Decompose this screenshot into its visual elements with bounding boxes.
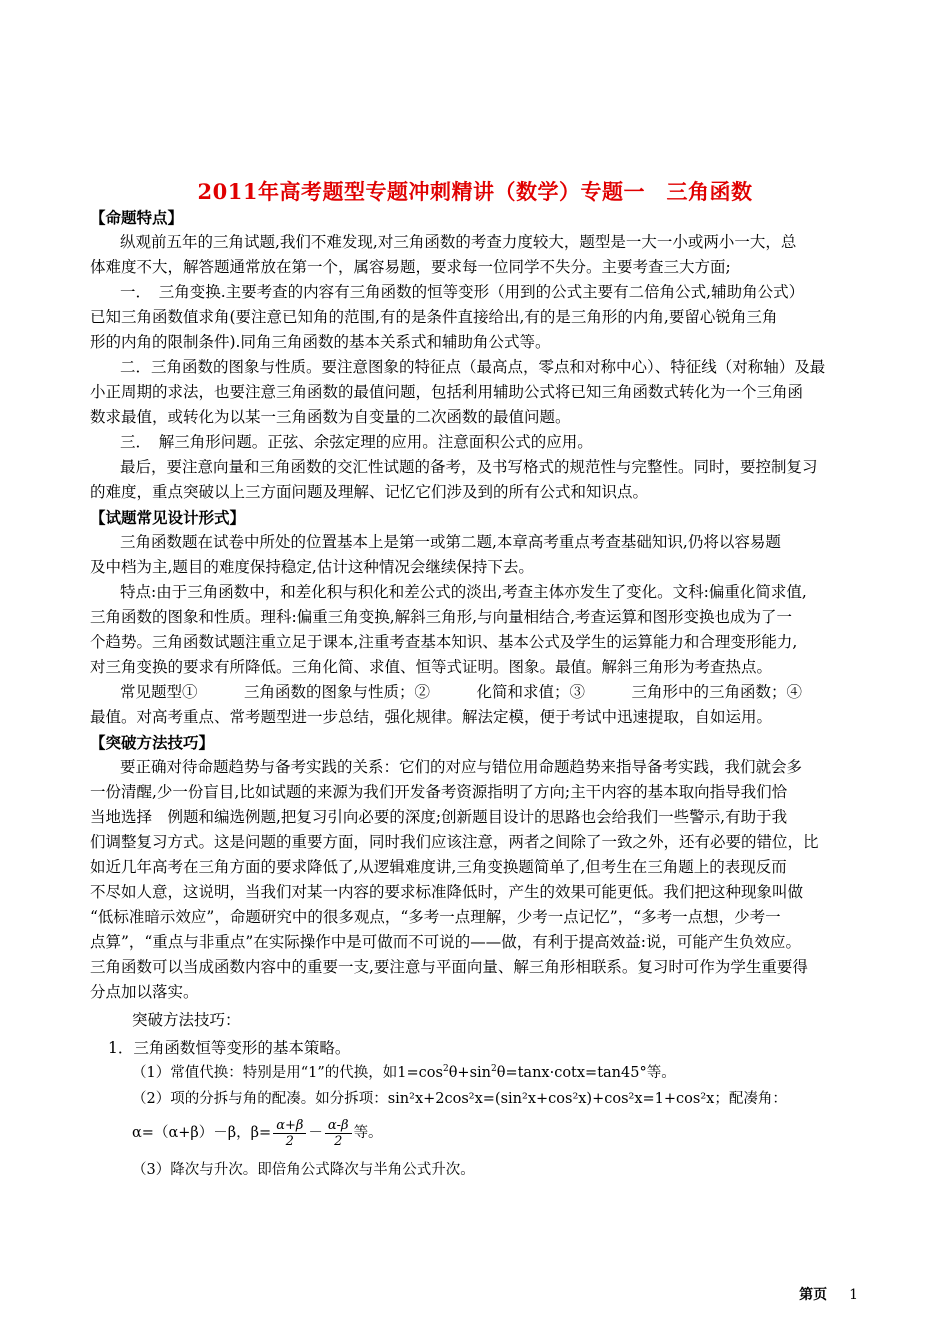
page-number: 1 (849, 1287, 858, 1303)
paragraph-line: 数求最值，或转化为以某一三角函数为自变量的二次函数的最值问题。 (90, 408, 571, 426)
paragraph-line: 二．三角函数的图象与性质。要注意图象的特征点（最高点，零点和对称中心）、特征线（对称轴）及最 (120, 358, 826, 376)
paragraph-line: 对三角变换的要求有所降低。三角化简、求值、恒等式证明。图象。最值。解斜三角形为考查热点。 (90, 658, 773, 676)
paragraph-line: 特点:由于三角函数中，和差化积与积化和差公式的淡出,考查主体亦发生了变化。文科:偏重化简求值, (120, 583, 807, 601)
paragraph-line: 一． 三角变换.主要考查的内容有三角函数的恒等变形（用到的公式主要有二倍角公式,辅助角公式） (120, 283, 805, 301)
paragraph-line: 三角函数题在试卷中所处的位置基本上是第一或第二题,本章高考重点考查基础知识,仍将以容易题 (120, 533, 781, 551)
page-footer (799, 1284, 858, 1304)
paragraph-line: 形的内角的限制条件).同角三角函数的基本关系式和辅助角公式等。 (90, 333, 551, 351)
paragraph-line: 如近几年高考在三角方面的要求降低了,从逻辑难度讲,三角变换题简单了,但考生在三角题上的表现反而 (90, 858, 787, 876)
fraction (325, 1118, 352, 1149)
paragraph-line: 已知三角函数值求角(要注意已知角的范围,有的是条件直接给出,有的是三角形的内角,要留心锐角三角 (90, 308, 778, 326)
paragraph-line: 当地选择 例题和编选例题,把复习引向必要的深度;创新题目设计的思路也会给我们一些警示,有助于我 (90, 808, 788, 826)
tips-item-1: 1．三角函数恒等变形的基本策略。 (108, 1039, 351, 1057)
section-heading-design: 【试题常见设计形式】 (90, 508, 246, 527)
fraction-numerator: α+β (273, 1118, 306, 1134)
superscript: 2 (490, 1064, 497, 1075)
tips-label: 突破方法技巧： (132, 1011, 241, 1029)
fraction-denominator: 2 (285, 1133, 294, 1149)
paragraph-line: 体难度不大，解答题通常放在第一个，属容易题，要求每一位同学不失分。主要考查三大方面; (90, 258, 731, 276)
paragraph-line: 最值。对高考重点、常考题型进一步总结，强化规律。解法定模，便于考试中迅速提取，自如运用。 (90, 708, 773, 726)
paragraph-line: 们调整复习方式。这是问题的重要方面，同时我们应该注意，两者之间除了一致之外，还有必要的错位，比 (90, 833, 819, 851)
formula-text: α=（α+β）－β，β= (132, 1125, 272, 1141)
paragraph-line: 常见题型① 三角函数的图象与性质；② 化简和求值；③ 三角形中的三角函数；④ (120, 683, 803, 701)
paragraph-line: “低标准暗示效应”，命题研究中的很多观点，“多考一点理解，少考一点记忆”，“多考一点想，少考一 (90, 908, 781, 926)
formula-end: 等。 (353, 1125, 383, 1141)
tips-sub-2-formula (132, 1115, 904, 1151)
superscript: 2 (442, 1064, 449, 1075)
sub1-text-b: θ+sin (448, 1065, 491, 1081)
paragraph-line: 不尽如人意，这说明，当我们对某一内容的要求标准降低时，产生的效果可能更低。我们把这种现象叫做 (90, 883, 804, 901)
fraction-denominator: 2 (334, 1133, 343, 1149)
sub1-text-c: θ=tanx·cotx=tan45°等。 (496, 1065, 676, 1081)
footer-label: 第页 (799, 1287, 828, 1303)
paragraph-line: 点算”，“重点与非重点”在实际操作中是可做而不可说的——做，有利于提高效益:说，可能产生负效应。 (90, 933, 801, 951)
paragraph-line: 小正周期的求法，也要注意三角函数的最值问题，包括利用辅助公式将已知三角函数式转化为一个三角函 (90, 383, 804, 401)
minus-sign: － (308, 1125, 323, 1141)
paragraph-line: 一份清醒,少一份盲目,比如试题的来源为我们开发备考资源指明了方向;主干内容的基本取向指导我们恰 (90, 783, 788, 801)
section-heading-methods: 【突破方法技巧】 (90, 733, 215, 752)
tips-sub-1 (132, 1061, 904, 1086)
fraction (273, 1118, 306, 1149)
paragraph-line: 及中档为主,题目的难度保持稳定,估计这种情况会继续保持下去。 (90, 558, 534, 576)
document-title: 2011年高考题型专题冲刺精讲（数学）专题一 三角函数 (197, 179, 753, 204)
tips-sub-2: （2）项的分拆与角的配凑。如分拆项：sin²x+2cos²x=(sin²x+cos²x)+cos²x=1+cos²x；配凑角： (132, 1091, 787, 1107)
section-heading-features: 【命题特点】 (90, 208, 184, 227)
fraction-numerator: α-β (325, 1118, 352, 1134)
paragraph-line: 三角函数可以当成函数内容中的重要一支,要注意与平面向量、解三角形相联系。复习时可作为学生重要得 (90, 958, 808, 976)
paragraph-line: 要正确对待命题趋势与备考实践的关系：它们的对应与错位用命题趋势来指导备考实践，我们就会多 (120, 758, 803, 776)
paragraph-line: 个趋势。三角函数试题注重立足于课本,注重考查基本知识、基本公式及学生的运算能力和合理变形能力, (90, 633, 798, 651)
paragraph-line: 三． 解三角形问题。正弦、余弦定理的应用。注意面积公式的应用。 (120, 433, 593, 451)
paragraph-line: 纵观前五年的三角试题,我们不难发现,对三角函数的考查力度较大，题型是一大一小或两小一大，总 (120, 233, 797, 251)
tips-sub-3: （3）降次与升次。即倍角公式降次与半角公式升次。 (132, 1162, 475, 1178)
paragraph-line: 的难度，重点突破以上三方面问题及理解、记忆它们涉及到的所有公式和知识点。 (90, 483, 649, 501)
paragraph-line: 最后，要注意向量和三角函数的交汇性试题的备考，及书写格式的规范性与完整性。同时，要控制复习 (120, 458, 818, 476)
paragraph-line: 分点加以落实。 (90, 983, 199, 1001)
sub1-text-a: （1）常值代换：特别是用“1”的代换，如1=cos (132, 1065, 443, 1081)
paragraph-line: 三角函数的图象和性质。理科:偏重三角变换,解斜三角形,与向量相结合,考查运算和图形变换也成为了一 (90, 608, 793, 626)
